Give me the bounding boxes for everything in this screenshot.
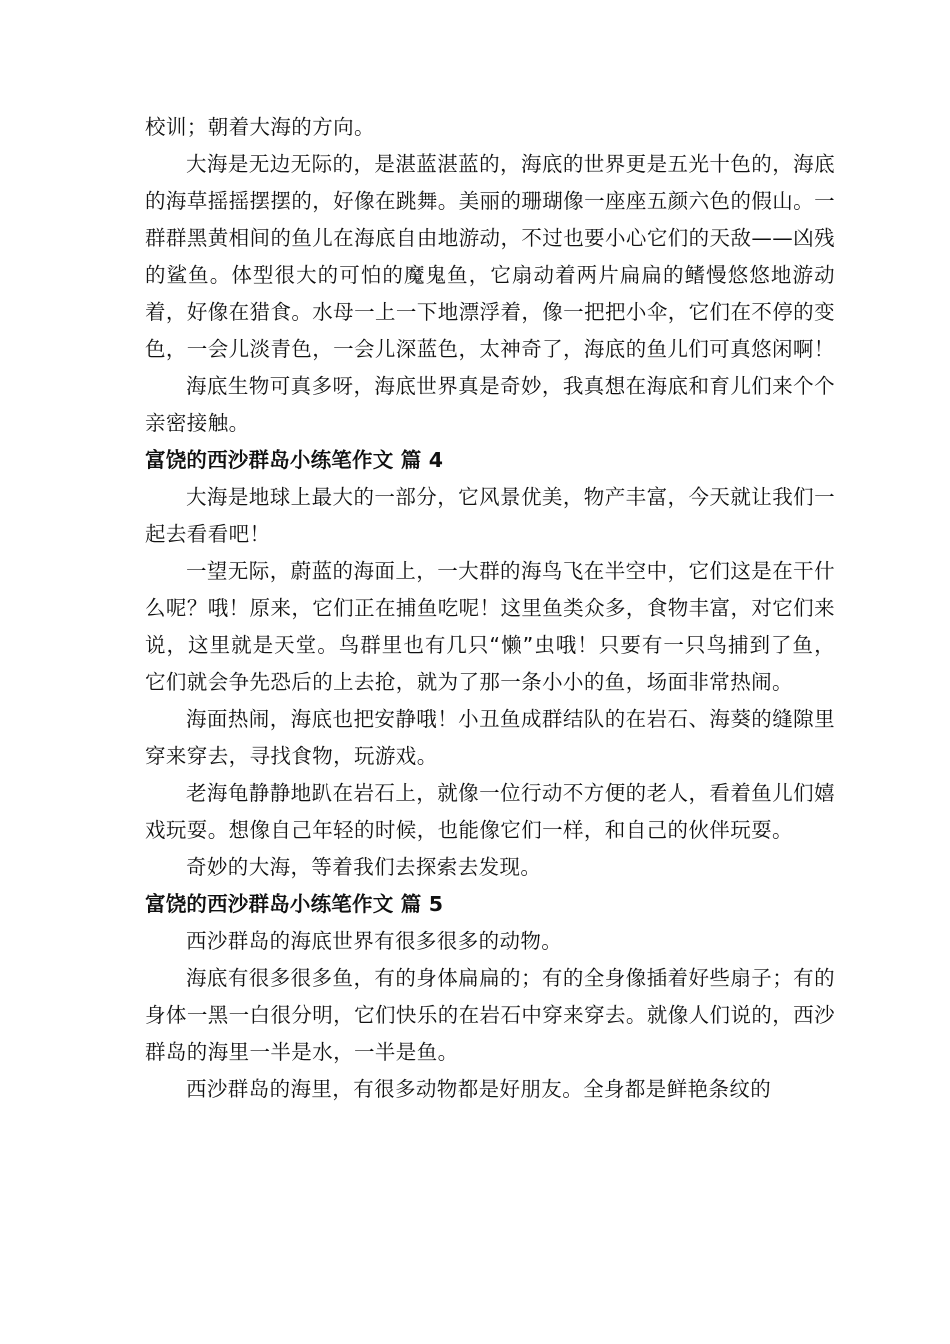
document-body xyxy=(145,109,835,1108)
paragraph-8: 奇妙的大海，等着我们去探索去发现。 xyxy=(186,855,542,879)
section-heading-5: 富饶的西沙群岛小练笔作文 篇 5 xyxy=(145,892,444,916)
paragraph-7: 老海龟静静地趴在岩石上，就像一位行动不方便的老人，看着鱼儿们嬉戏玩耍。想像自己年轻的时候，也能像它们一样，和自己的伙伴玩耍。 xyxy=(145,781,835,842)
paragraph-9: 西沙群岛的海底世界有很多很多的动物。 xyxy=(186,929,563,953)
paragraph-3: 海底生物可真多呀，海底世界真是奇妙，我真想在海底和育儿们来个个亲密接触。 xyxy=(145,374,835,435)
section-heading-4: 富饶的西沙群岛小练笔作文 篇 4 xyxy=(145,448,444,472)
paragraph-11: 西沙群岛的海里，有很多动物都是好朋友。全身都是鲜艳条纹的 xyxy=(186,1077,772,1101)
paragraph-2: 大海是无边无际的，是湛蓝湛蓝的，海底的世界更是五光十色的，海底的海草摇摇摆摆的，好像在跳舞。美丽的珊瑚像一座座五颜六色的假山。一群群黑黄相间的鱼儿在海底自由地游动，不过也要小心它们的天敌——凶残的鲨鱼。体型很大的可怕的魔鬼鱼，它扇动着两片扁扁的鳍慢悠悠地游动着，好像在猎食。水母一上一下地漂浮着，像一把把小伞，它们在不停的变色，一会儿淡青色，一会儿深蓝色，太神奇了，海底的鱼儿们可真悠闲啊！ xyxy=(145,152,835,361)
paragraph-6: 海面热闹，海底也把安静哦！小丑鱼成群结队的在岩石、海葵的缝隙里穿来穿去，寻找食物，玩游戏。 xyxy=(145,707,835,768)
paragraph-5: 一望无际，蔚蓝的海面上，一大群的海鸟飞在半空中，它们这是在干什么呢？哦！原来，它们正在捕鱼吃呢！这里鱼类众多，食物丰富，对它们来说，这里就是天堂。鸟群里也有几只“懒”虫哦！只要有一只鸟捕到了鱼，它们就会争先恐后的上去抢，就为了那一条小小的鱼，场面非常热闹。 xyxy=(145,559,835,694)
paragraph-10: 海底有很多很多鱼，有的身体扁扁的；有的全身像插着好些扇子；有的身体一黑一白很分明，它们快乐的在岩石中穿来穿去。就像人们说的，西沙群岛的海里一半是水，一半是鱼。 xyxy=(145,966,835,1064)
paragraph-1: 校训；朝着大海的方向。 xyxy=(145,115,375,139)
paragraph-4: 大海是地球上最大的一部分，它风景优美，物产丰富，今天就让我们一起去看看吧！ xyxy=(145,485,835,546)
